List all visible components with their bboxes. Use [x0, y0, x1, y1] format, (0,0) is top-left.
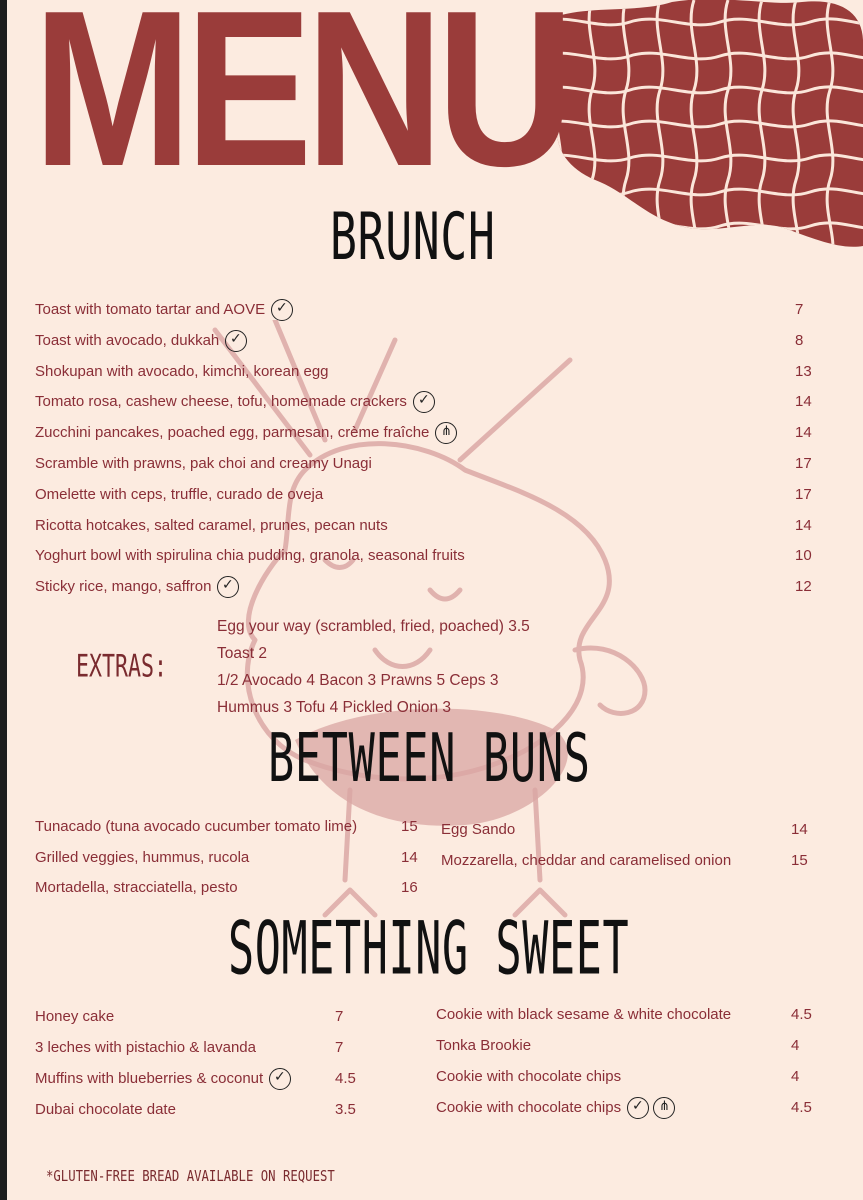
menu-item-row [35, 547, 815, 569]
brunch-heading: BRUNCH [330, 198, 496, 275]
menu-item-price: 15 [791, 852, 808, 869]
menu-item-price: 10 [795, 547, 812, 565]
menu-item-name: 3 leches with pistachio & lavanda [35, 1039, 256, 1056]
menu-item-row [35, 578, 815, 600]
something-sweet-left-list [35, 1008, 365, 1128]
menu-item-name: Sticky rice, mango, saffron [35, 578, 212, 596]
vegan-icon [217, 576, 239, 598]
menu-item-row [35, 1070, 365, 1092]
menu-item-row [35, 424, 815, 446]
menu-item-price: 7 [795, 301, 804, 318]
menu-item-row [35, 455, 815, 477]
menu-item-price: 14 [791, 821, 808, 838]
menu-item-row [441, 821, 816, 843]
extras-line: Egg your way (scrambled, fried, poached) 3.5 [217, 618, 530, 635]
menu-item-price: 4 [791, 1037, 800, 1054]
between-buns-heading: BETWEEN BUNS [268, 720, 591, 798]
menu-item-name: Cookie with chocolate chips [436, 1099, 622, 1116]
menu-item-name: Toast with tomato tartar and AOVE [35, 301, 266, 318]
gluten-free-footnote: *GLUTEN-FREE BREAD AVAILABLE ON REQUEST [46, 1167, 335, 1185]
menu-item-row [436, 1099, 816, 1121]
menu-item-price: 4.5 [335, 1070, 356, 1087]
vegan-icon [269, 1068, 291, 1090]
menu-item-row [35, 486, 815, 508]
between-buns-right-list [441, 821, 816, 881]
vegan-icon [271, 299, 293, 321]
menu-item-price: 12 [795, 578, 812, 596]
menu-item-row [35, 879, 425, 901]
menu-item-name: Mortadella, stracciatella, pesto [35, 879, 238, 896]
extras-line: Hummus 3 Tofu 4 Pickled Onion 3 [217, 699, 452, 716]
extras-line: 1/2 Avocado 4 Bacon 3 Prawns 5 Ceps 3 [217, 672, 499, 689]
menu-item-name: Zucchini pancakes, poached egg, parmesan, crème fraîche [35, 424, 430, 442]
menu-item-name: Cookie with chocolate chips [436, 1068, 622, 1085]
menu-item-name: Scramble with prawns, pak choi and creamy Unagi [35, 455, 372, 472]
menu-item-price: 15 [401, 818, 418, 835]
between-buns-left-list [35, 818, 425, 898]
menu-item-price: 16 [401, 879, 418, 896]
menu-item-row [35, 332, 815, 354]
menu-item-row [436, 1068, 816, 1090]
menu-item-price: 4 [791, 1068, 800, 1085]
menu-item-price: 8 [795, 331, 804, 349]
menu-item-name: Egg Sando [441, 821, 516, 838]
menu-item-row [441, 852, 816, 874]
gluten-free-icon [653, 1097, 675, 1119]
menu-item-row [35, 517, 815, 539]
menu-item-name: Tonka Brookie [436, 1037, 532, 1054]
menu-item-name: Shokupan with avocado, kimchi, korean egg [35, 362, 329, 380]
menu-item-row [35, 301, 815, 323]
menu-item-name: Omelette with ceps, truffle, curado de oveja [35, 485, 324, 503]
menu-item-price: 3.5 [335, 1101, 356, 1118]
menu-item-name: Honey cake [35, 1008, 115, 1025]
menu-item-price: 14 [795, 424, 812, 442]
brunch-list [35, 301, 815, 601]
menu-item-price: 7 [335, 1008, 344, 1025]
menu-item-name: Grilled veggies, hummus, rucola [35, 848, 250, 866]
menu-item-price: 14 [795, 393, 812, 411]
menu-item-row [35, 1039, 365, 1061]
menu-item-row [436, 1006, 816, 1028]
gluten-free-icon [435, 422, 457, 444]
vegan-icon [225, 330, 247, 352]
menu-item-row [35, 818, 425, 840]
menu-item-price: 7 [335, 1039, 344, 1056]
vegan-icon [627, 1097, 649, 1119]
menu-item-row [35, 363, 815, 385]
menu-item-price: 17 [795, 485, 812, 503]
left-edge-shadow [0, 0, 7, 1200]
menu-item-name: Tunacado (tuna avocado cucumber tomato lime) [35, 818, 358, 835]
menu-item-name: Muffins with blueberries & coconut [35, 1070, 264, 1087]
menu-item-row [35, 393, 815, 415]
menu-item-price: 4.5 [791, 1006, 812, 1023]
extras-label: EXTRAS: [76, 648, 168, 685]
menu-item-price: 14 [401, 848, 418, 866]
menu-title: MENU [33, 0, 568, 213]
extras-line: Toast 2 [217, 645, 267, 662]
wavy-grid-blob-decoration [540, 0, 863, 250]
menu-item-row [35, 1101, 365, 1123]
menu-item-name: Tomato rosa, cashew cheese, tofu, homemade crackers [35, 393, 407, 411]
menu-item-name: Mozzarella, cheddar and caramelised onion [441, 852, 732, 869]
menu-item-name: Cookie with black sesame & white chocolate [436, 1006, 732, 1023]
something-sweet-right-list [436, 1006, 816, 1126]
menu-item-price: 13 [795, 362, 812, 380]
menu-item-name: Yoghurt bowl with spirulina chia pudding, granola, seasonal fruits [35, 547, 465, 565]
vegan-icon [413, 391, 435, 413]
menu-item-name: Ricotta hotcakes, salted caramel, prunes, pecan nuts [35, 516, 388, 534]
something-sweet-heading: SOMETHING SWEET [228, 905, 630, 992]
menu-item-price: 17 [795, 455, 812, 472]
menu-item-price: 4.5 [791, 1099, 812, 1116]
menu-item-row [436, 1037, 816, 1059]
menu-item-row [35, 849, 425, 871]
menu-item-price: 14 [795, 516, 812, 534]
menu-item-name: Dubai chocolate date [35, 1101, 176, 1118]
menu-item-name: Toast with avocado, dukkah [35, 331, 220, 349]
menu-item-row [35, 1008, 365, 1030]
